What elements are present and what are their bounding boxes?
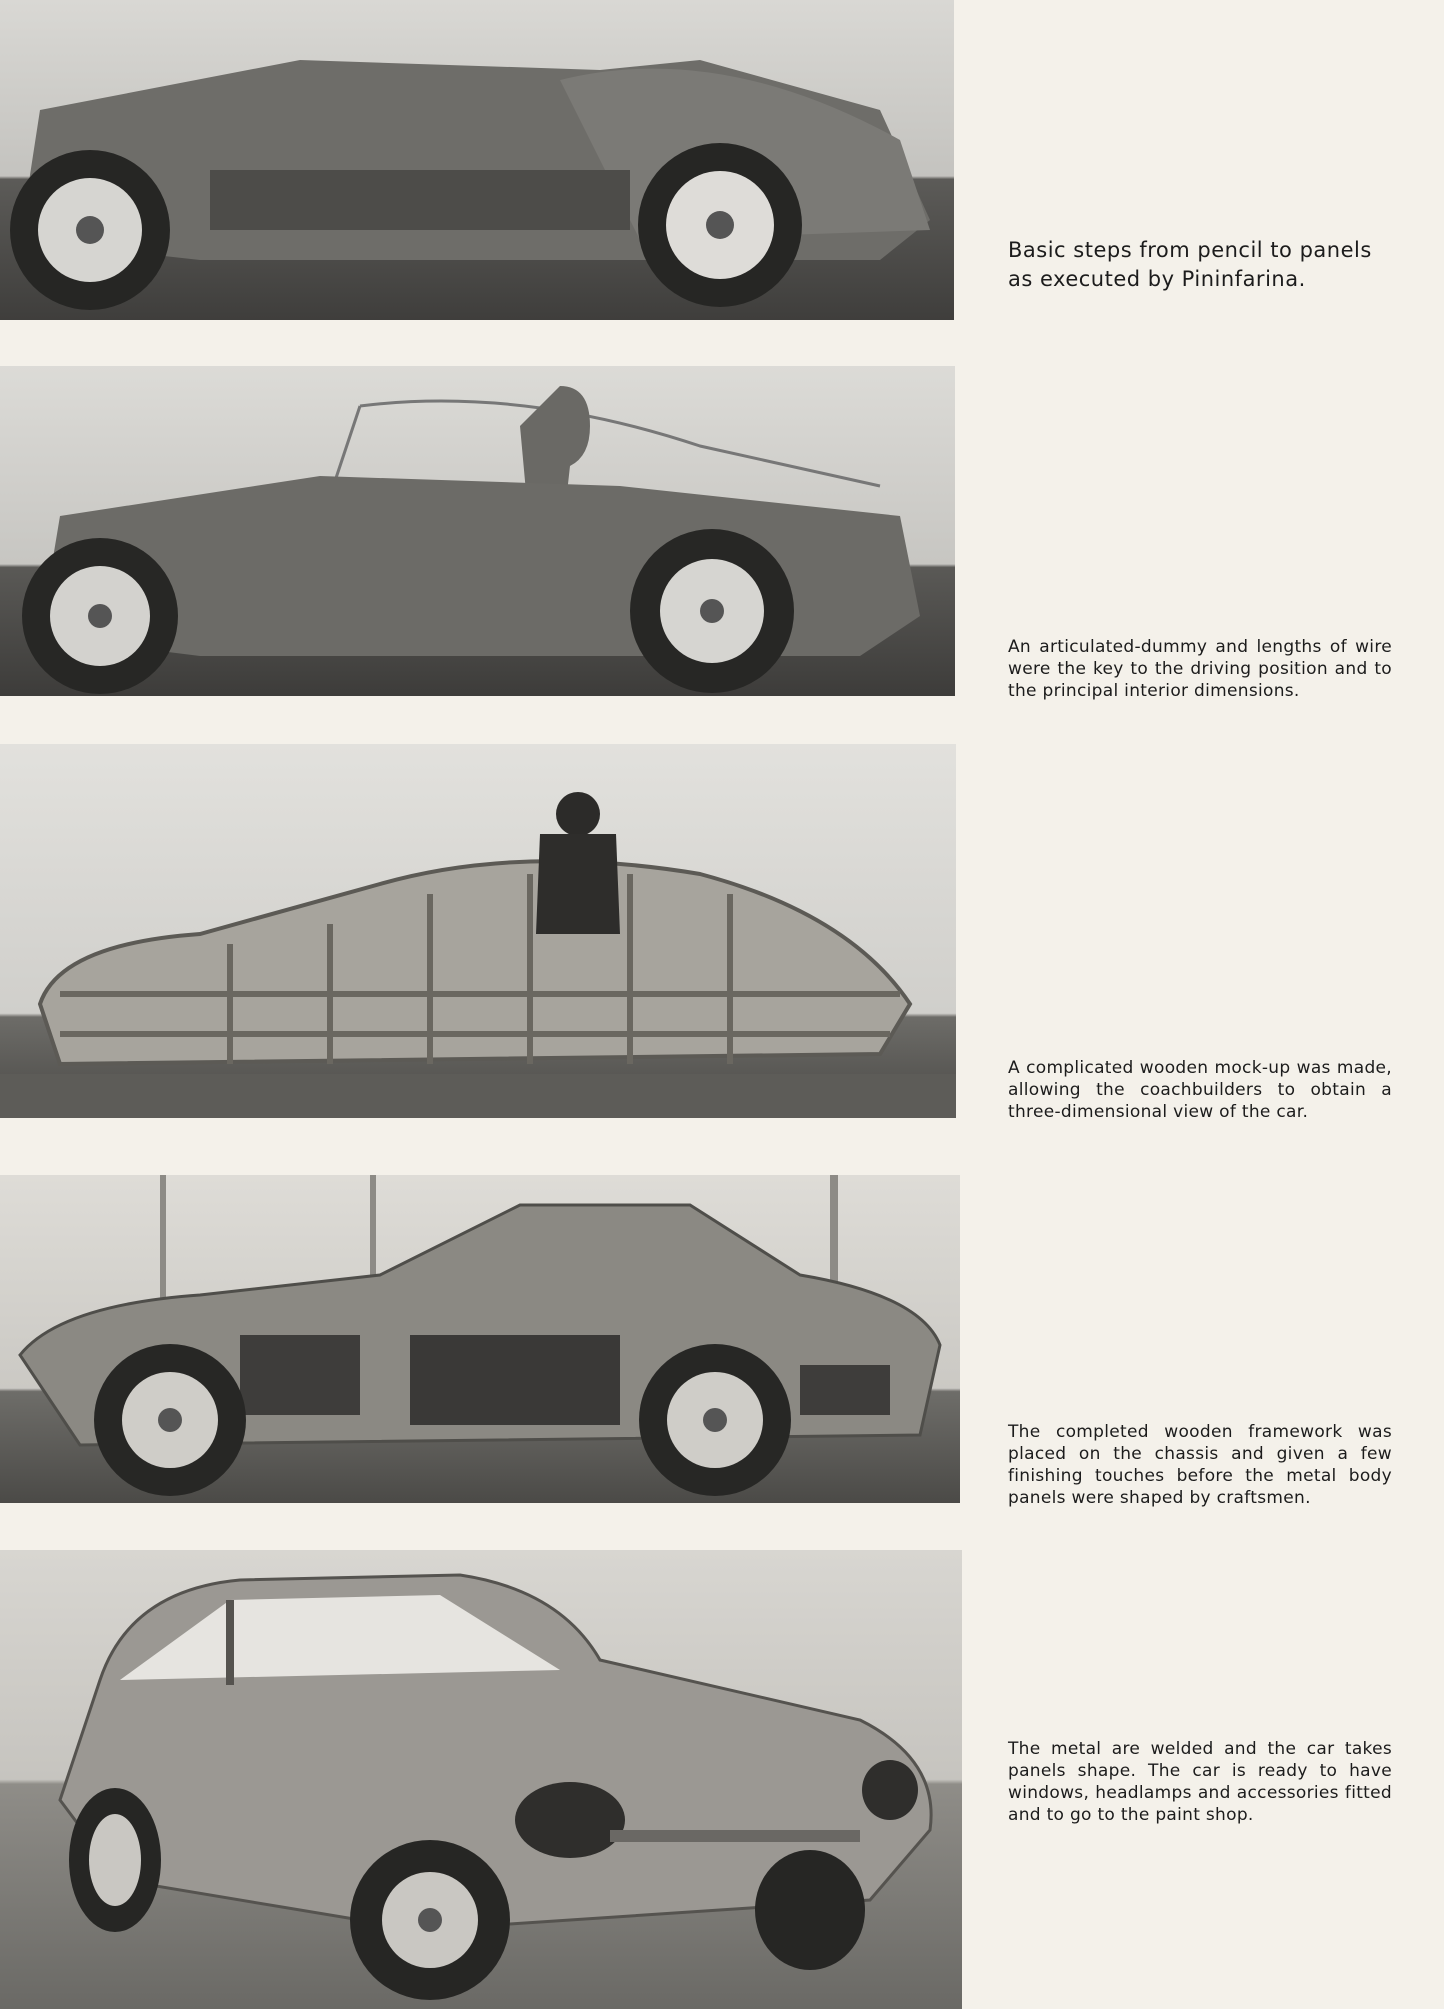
caption-dummy-and-wire: An articulated-dummy and lengths of wire were the key to the driving position and to the principal interior dimensions.: [1008, 637, 1392, 701]
wooden-mockup-photo: [0, 744, 956, 1118]
wooden-framework-on-chassis-photo: [0, 1175, 960, 1503]
caption-completed-framework: The completed wooden framework was placed on the chassis and given a few finishing touches before the metal body panels were shaped by craftsmen.: [1008, 1422, 1392, 1508]
metal-body-car-photo: [0, 1550, 962, 2009]
rolling-chassis-photo: [0, 0, 954, 320]
caption-rolling-chassis: Basic steps from pencil to panels as executed by Pininfarina.: [1008, 238, 1372, 291]
chassis-with-dummy-photo: [0, 366, 955, 696]
caption-metal-body: The metal are welded and the car takes panels shape. The car is ready to have windows, headlamps and accessories fitted and to go to the paint shop.: [1008, 1739, 1392, 1825]
caption-wooden-mockup: A complicated wooden mock-up was made, allowing the coachbuilders to obtain a three-dimensional view of the car.: [1008, 1058, 1392, 1122]
